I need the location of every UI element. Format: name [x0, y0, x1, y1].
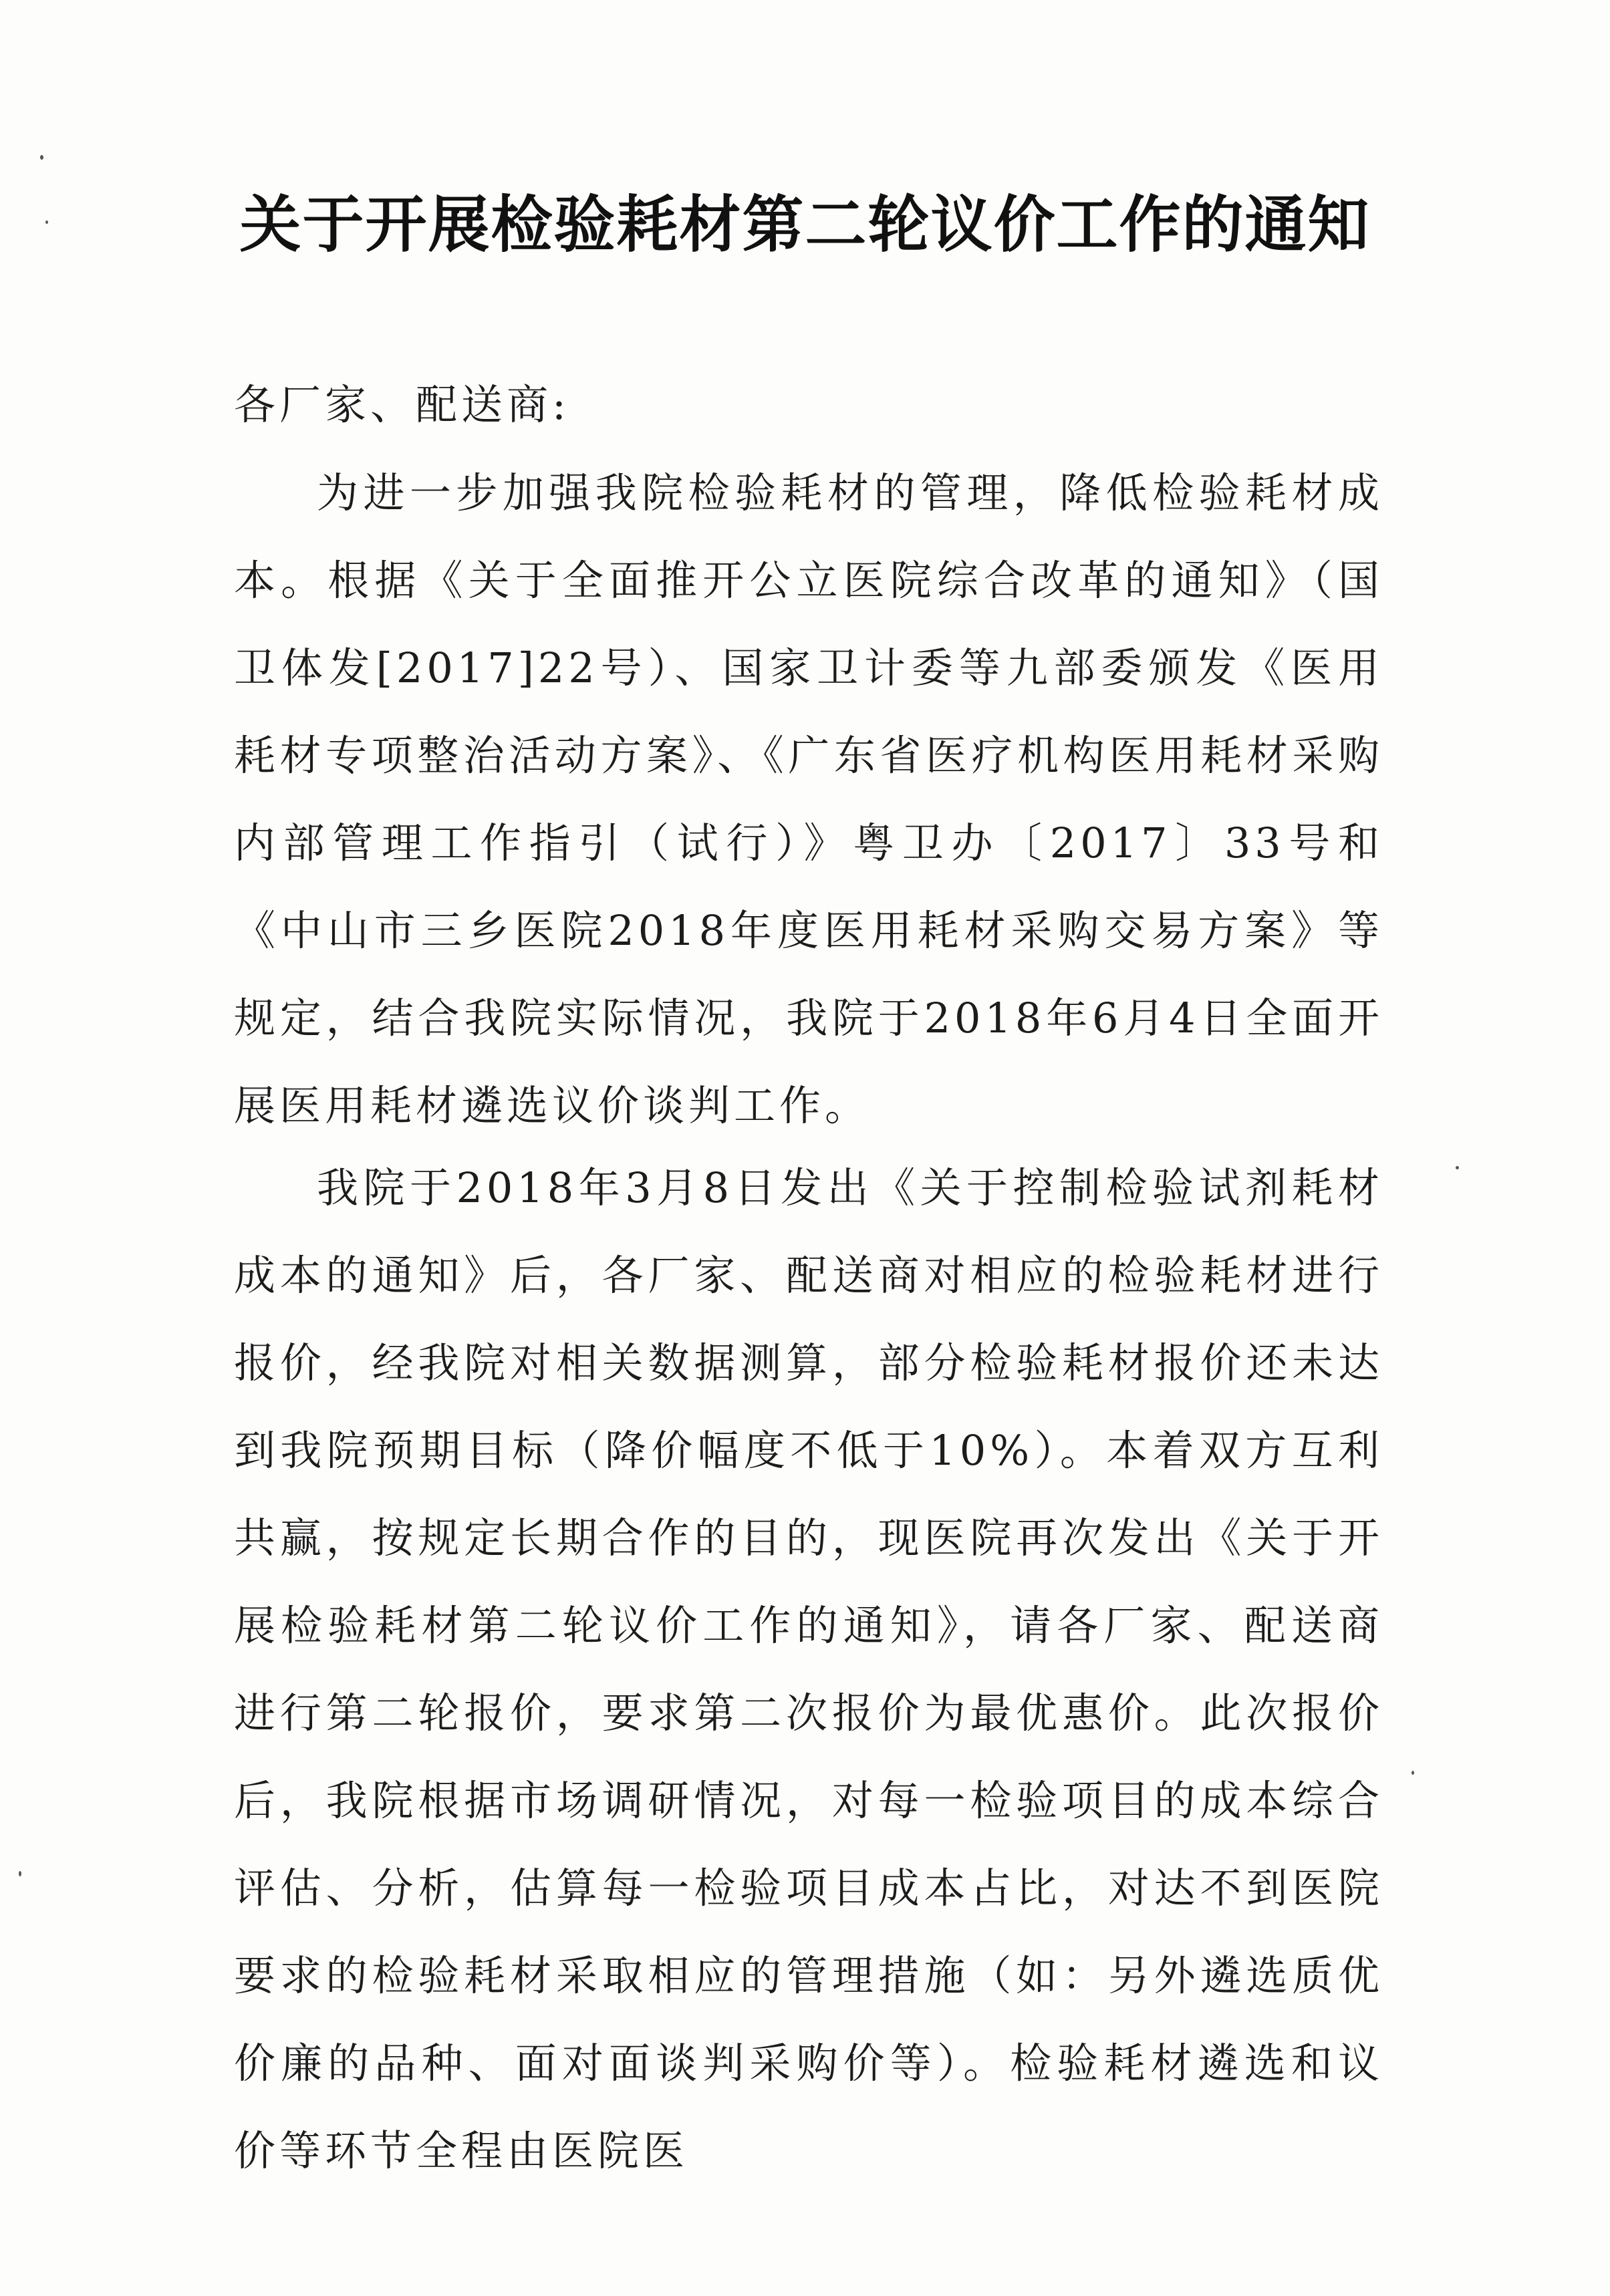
body-section-1	[234, 449, 1383, 1149]
scan-speck	[45, 221, 48, 224]
document-title: 关于开展检验耗材第二轮议价工作的通知	[239, 189, 1371, 261]
scan-speck	[1456, 1166, 1459, 1169]
scan-speck	[40, 155, 43, 160]
body-section-2	[234, 1144, 1383, 2194]
scan-speck	[1412, 1771, 1414, 1775]
paragraph-2: 我院于2018年3月8日发出《关于控制检验试剂耗材成本的通知》后，各厂家、配送商对相应的检验耗材进行报价，经我院对相关数据测算，部分检验耗材报价还未达到我院预期目标（降价幅度不低于10%）。本着双方互利共赢，按规定长期合作的目的，现医院再次发出《关于开展检验耗材第二轮议价工作的通知》，请各厂家、配送商进行第二轮报价，要求第二次报价为最优惠价。此次报价后，我院根据市场调研情况，对每一检验项目的成本综合评估、分析，估算每一检验项目成本占比，对达不到医院要求的检验耗材采取相应的管理措施（如：另外遴选质优价廉的品种、面对面谈判采购价等）。检验耗材遴选和议价等环节全程由医院医	[234, 1163, 1383, 2175]
salutation: 各厂家、配送商:	[234, 380, 570, 429]
scan-speck	[19, 1871, 21, 1876]
paragraph-1: 为进一步加强我院检验耗材的管理，降低检验耗材成本。根据《关于全面推开公立医院综合改革的通知》（国卫体发[2017]22号）、国家卫计委等九部委颁发《医用耗材专项整治活动方案》、《广东省医疗机构医用耗材采购内部管理工作指引（试行）》粤卫办〔2017〕33号和《中山市三乡医院2018年度医用耗材采购交易方案》等规定，结合我院实际情况，我院于2018年6月4日全面开展医用耗材遴选议价谈判工作。	[234, 468, 1383, 1130]
